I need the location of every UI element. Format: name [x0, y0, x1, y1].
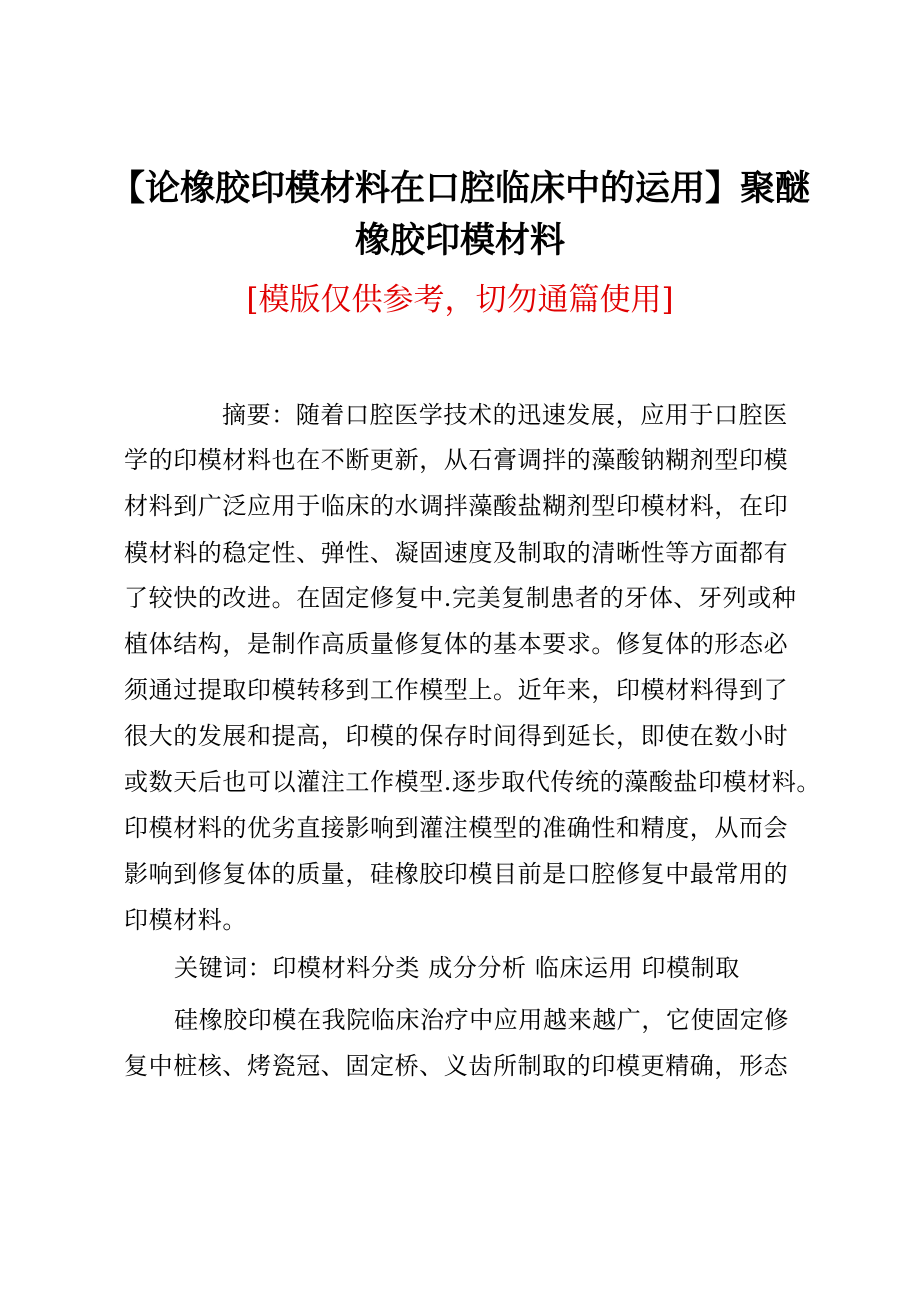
abstract-line: 印模材料。 [124, 906, 247, 934]
body-paragraph-line: 硅橡胶印模在我院临床治疗中应用越来越广，它使固定修 [174, 1006, 789, 1034]
abstract-line: 了较快的改进。在固定修复中.完美复制患者的牙体、牙列或种 [124, 584, 797, 612]
document-title-line-1: 【论橡胶印模材料在口腔临床中的运用】聚醚 [110, 169, 811, 209]
abstract-line: 印模材料的优劣直接影响到灌注模型的准确性和精度，从而会 [124, 814, 789, 842]
abstract-line: 模材料的稳定性、弹性、凝固速度及制取的清晰性等方面都有 [124, 539, 789, 567]
document-title-line-2: 橡胶印模材料 [354, 221, 565, 261]
abstract-line: 植体结构，是制作高质量修复体的基本要求。修复体的形态必 [124, 630, 789, 658]
abstract-line: 摘要：随着口腔医学技术的迅速发展，应用于口腔医 [222, 401, 788, 429]
keywords-line: 关键词：印模材料分类 成分分析 临床运用 印模制取 [174, 954, 740, 982]
body-paragraph-line: 复中桩核、烤瓷冠、固定桥、义齿所制取的印模更精确，形态 [124, 1052, 789, 1080]
abstract-line: 或数天后也可以灌注工作模型.逐步取代传统的藻酸盐印模材料。 [124, 768, 822, 796]
template-notice: [模版仅供参考，切勿通篇使用] [246, 282, 674, 318]
abstract-line: 须通过提取印模转移到工作模型上。近年来，印模材料得到了 [124, 676, 789, 704]
abstract-line: 影响到修复体的质量，硅橡胶印模目前是口腔修复中最常用的 [124, 860, 789, 888]
abstract-line: 很大的发展和提高，印模的保存时间得到延长，即使在数小时 [124, 722, 789, 750]
abstract-line: 材料到广泛应用于临床的水调拌藻酸盐糊剂型印模材料，在印 [124, 492, 789, 520]
abstract-line: 学的印模材料也在不断更新，从石膏调拌的藻酸钠糊剂型印模 [124, 446, 789, 474]
